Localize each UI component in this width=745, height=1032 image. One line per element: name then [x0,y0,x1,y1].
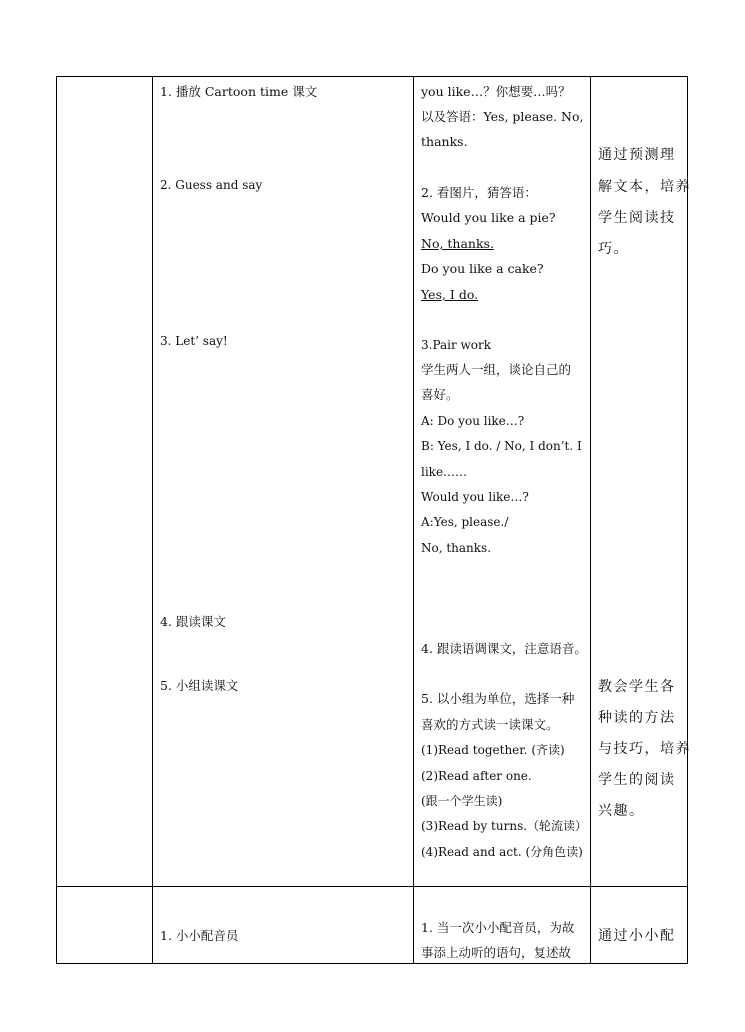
purpose-3-line-1: 通过小小配 [598,928,676,944]
dubbing-line-1: 1. 当一次小小配音员，为故 [421,920,575,935]
pair-work-title: 3.Pair work [421,338,492,352]
read-method-3: (3)Read by turns.（轮流读） [421,819,588,833]
dialog-line-2: B: Yes, I do. / No, I don’t. I [421,439,582,453]
lesson-plan-table [56,76,688,964]
group-read-line-1: 5. 以小组为单位，选择一种 [421,691,575,706]
group-read-line-2: 喜欢的方式读一读课文。 [421,717,559,732]
guess-answer-1: No, thanks. [421,236,494,251]
step-guess: 2. Guess and say [160,178,263,192]
purpose-1-line-2: 解文本，培养 [598,179,691,195]
activity-line-3: thanks. [421,134,468,149]
read-method-4: (4)Read and act. (分角色读) [421,845,583,859]
purpose-2-line-5: 兴趣。 [598,803,645,819]
column-divider-2 [413,76,414,964]
step-follow-read: 4. 跟读课文 [160,614,226,629]
purpose-1-line-3: 学生阅读技 [598,210,676,226]
pair-work-desc-2: 喜好。 [421,387,459,402]
step-lets-say: 3. Let’ say! [160,334,228,348]
dubbing-line-2: 事添上动听的语句，复述故 [421,945,572,960]
read-method-2b: (跟一个学生读) [421,794,503,808]
column-divider-3 [590,76,591,964]
guess-title: 2. 看图片，猜答语： [421,185,537,200]
activity-line-1: you like…？你想要…吗？ [421,84,571,99]
pair-work-desc: 学生两人一组，谈论自己的 [421,362,572,377]
dialog-line-5: A:Yes, please./ [421,515,509,529]
row-divider [56,886,688,887]
column-divider-1 [152,76,153,964]
guess-question-2: Do you like a cake? [421,261,544,276]
step-group-read: 5. 小组读课文 [160,678,239,693]
purpose-2-line-4: 学生的阅读 [598,772,676,788]
purpose-1-line-4: 巧。 [598,241,629,257]
purpose-2-line-1: 教会学生各 [598,679,676,695]
read-method-1: (1)Read together. (齐读) [421,743,565,757]
activity-line-2: 以及答语：Yes, please. No, [421,109,584,124]
dialog-line-4: Would you like…? [421,490,529,504]
step-dubbing: 1. 小小配音员 [160,928,239,943]
purpose-2-line-2: 种读的方法 [598,710,676,726]
dialog-line-3: like…… [421,465,468,479]
dialog-line-6: No, thanks. [421,541,492,555]
dialog-line-1: A: Do you like…? [421,414,525,428]
read-method-2: (2)Read after one. [421,769,532,783]
guess-question-1: Would you like a pie? [421,210,556,225]
guess-answer-2: Yes, I do. [421,287,479,302]
purpose-2-line-3: 与技巧，培养 [598,741,691,757]
step-play: 1. 播放 Cartoon time 课文 [160,84,318,99]
purpose-1-line-1: 通过预测理 [598,147,676,163]
follow-read-activity: 4. 跟读语调课文，注意语音。 [421,641,587,656]
